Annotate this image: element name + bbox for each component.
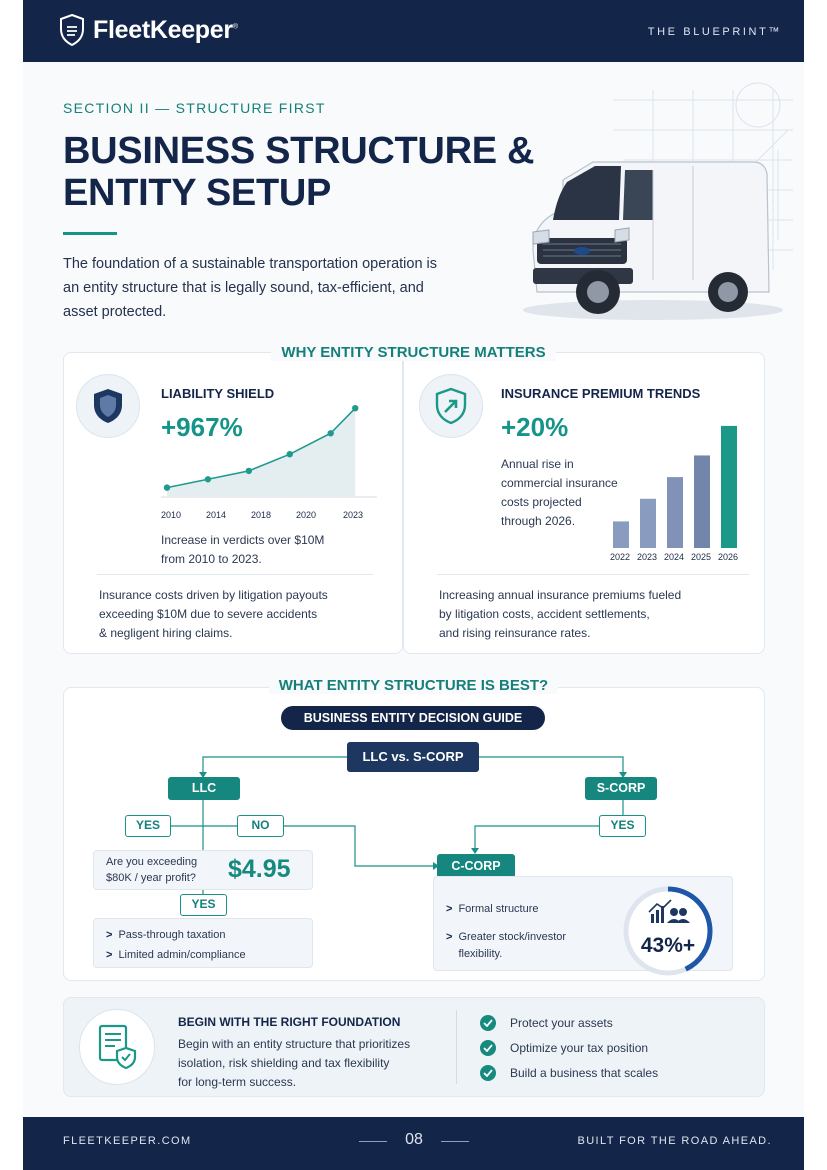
profit-question-box (93, 850, 313, 890)
check-icon (480, 1065, 496, 1081)
benefit-check-item (480, 1040, 648, 1056)
foundation-description (178, 1035, 410, 1092)
section-label: SECTION II — STRUCTURE FIRST (63, 100, 326, 116)
x-tick-label: 2014 (206, 510, 227, 520)
x-tick-label: 2023 (343, 510, 364, 520)
bar-category-label: 2024 (664, 552, 685, 562)
footnote-line: Increasing annual insurance premiums fueled (439, 588, 682, 602)
foundation-line: isolation, risk shielding and tax flexibility (178, 1056, 390, 1070)
node-llc-no[interactable]: NO (237, 815, 284, 837)
premium-label: INSURANCE PREMIUM TRENDS (501, 386, 701, 401)
decision-flow-connectors (23, 0, 804, 1170)
why-section-title-text: WHY ENTITY STRUCTURE MATTERS (271, 344, 555, 361)
page-number: 08 (405, 1131, 423, 1148)
node-llc-yes[interactable]: YES (125, 815, 171, 837)
intro-line: The foundation of a sustainable transportation operation is (63, 256, 438, 272)
root-node-llc-vs-scorp[interactable]: LLC vs. S-CORP (347, 742, 479, 772)
foundation-title: BEGIN WITH THE RIGHT FOUNDATION (178, 1015, 401, 1029)
foundation-line: Begin with an entity structure that prioritizes (178, 1037, 411, 1051)
benefit-check-item (480, 1015, 613, 1031)
desc-line: commercial insurance (501, 476, 618, 490)
benefit-check-item (480, 1065, 658, 1081)
llc-benefit: > Pass-through taxation (106, 929, 226, 941)
liability-value: +967% (161, 412, 243, 442)
llc-benefit: > Limited admin/compliance (106, 949, 246, 961)
llc-benefits-box (93, 918, 313, 968)
intro-line: an entity structure that is legally sound, tax-efficient, and (63, 280, 424, 296)
desc-line: Increase in verdicts over $10M (161, 533, 325, 547)
page-title-line-1: BUSINESS STRUCTURE & (63, 130, 535, 172)
brand-mark: ® (232, 23, 238, 31)
document-shield-icon (96, 1024, 138, 1070)
bar-category-label: 2026 (718, 552, 739, 562)
foundation-line: for long-term success. (178, 1075, 297, 1089)
node-llc[interactable]: LLC (168, 777, 240, 800)
check-icon (480, 1040, 496, 1056)
desc-line: costs projected (501, 495, 582, 509)
x-tick-label: 2010 (161, 510, 182, 520)
footnote-line: Insurance costs driven by litigation payouts (99, 588, 328, 602)
desc-line: from 2010 to 2023. (161, 552, 262, 566)
ccorp-benefit: > Greater stock/investor flexibility. (446, 931, 567, 960)
question-line: $80K / year profit? (106, 872, 196, 884)
x-tick-label: 2020 (296, 510, 317, 520)
check-icon (480, 1015, 496, 1031)
desc-line: through 2026. (501, 514, 576, 528)
header-tagline: THE BLUEPRINT™ (647, 26, 782, 38)
benefit-text: Build a business that scales (510, 1066, 659, 1080)
profit-question-value: $4.95 (228, 855, 291, 883)
node-scorp-yes[interactable]: YES (599, 815, 646, 837)
page (23, 0, 804, 1170)
bar-category-label: 2023 (637, 552, 658, 562)
profit-question (106, 854, 197, 886)
node-scorp[interactable]: S-CORP (585, 777, 657, 800)
footer-website-link[interactable]: FLEETKEEPER.COM (63, 1135, 192, 1147)
footnote-line: & negligent hiring claims. (99, 626, 233, 640)
desc-line: Annual rise in (501, 457, 574, 471)
footnote-line: and rising reinsurance rates. (439, 626, 591, 640)
node-ccorp[interactable]: C-CORP (437, 854, 515, 878)
investor-ring-gauge (621, 884, 715, 978)
question-line: Are you exceeding (106, 856, 198, 868)
liability-label: LIABILITY SHIELD (161, 386, 275, 401)
node-profit-yes[interactable]: YES (180, 894, 227, 916)
ccorp-benefit: > Formal structure (446, 903, 539, 915)
benefit-text: Optimize your tax position (510, 1041, 649, 1055)
foundation-card (63, 997, 765, 1097)
footnote-line: by litigation costs, accident settlements, (439, 607, 650, 621)
footer-line-right (441, 1141, 469, 1142)
footnote-line: exceeding $10M due to severe accidents (99, 607, 318, 621)
intro-line: asset protected. (63, 304, 167, 320)
premium-value: +20% (501, 412, 569, 442)
brand-name: FleetKeeper (93, 15, 233, 44)
decision-guide-pill: BUSINESS ENTITY DECISION GUIDE (281, 706, 545, 730)
x-tick-label: 2018 (251, 510, 272, 520)
foundation-divider (456, 1010, 457, 1084)
benefit-text: Protect your assets (510, 1016, 613, 1030)
ring-value: 43%+ (640, 934, 696, 957)
guide-section-title-text: WHAT ENTITY STRUCTURE IS BEST? (269, 677, 558, 694)
foundation-icon-badge (79, 1009, 155, 1085)
footer-bar (23, 1117, 804, 1170)
bar-category-label: 2025 (691, 552, 712, 562)
page-title-line-2: ENTITY SETUP (63, 172, 332, 214)
footer-slogan: BUILT FOR THE ROAD AHEAD. (577, 1135, 772, 1147)
bar-category-label: 2022 (610, 552, 631, 562)
